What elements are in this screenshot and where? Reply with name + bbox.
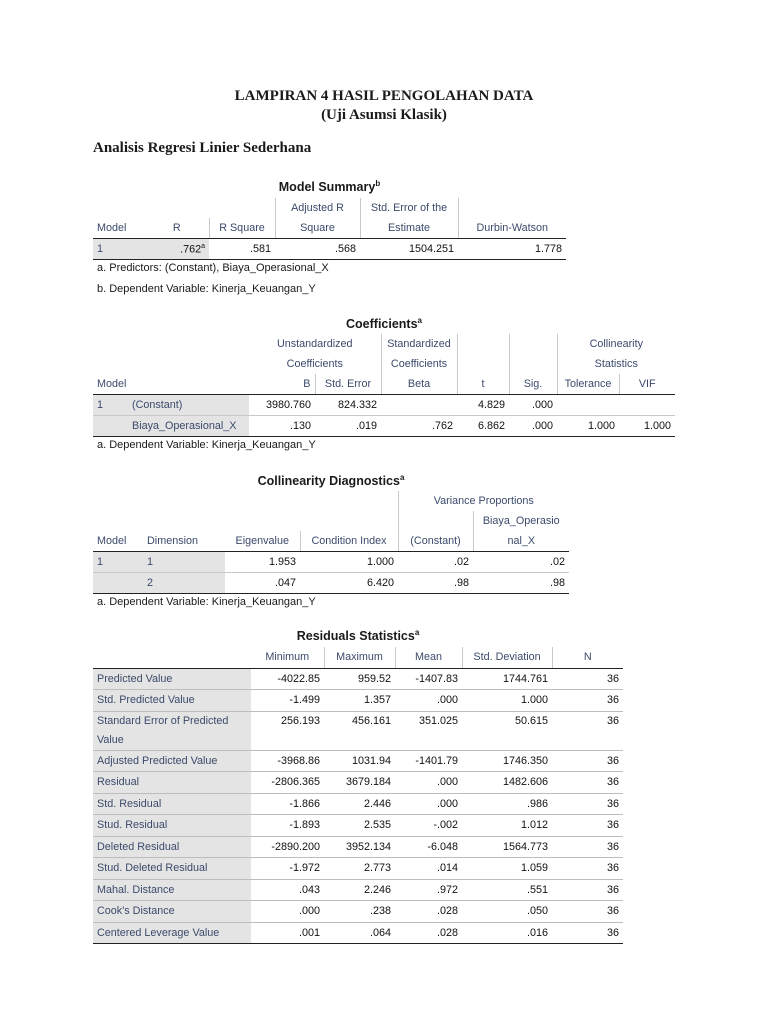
ms-header-se-1: Std. Error of the xyxy=(360,198,458,218)
rs-row-label: Standard Error of Predicted Value xyxy=(93,711,251,750)
table-row xyxy=(93,901,623,923)
ms-cell-r-square: .581 xyxy=(209,239,275,260)
co-header-col-2: Statistics xyxy=(557,354,675,374)
model-summary-table xyxy=(93,198,566,260)
rs-cell-n: 36 xyxy=(552,690,623,712)
co-cell-b: .130 xyxy=(249,416,315,437)
rs-cell-mean: -6.048 xyxy=(395,836,462,858)
rs-row-label: Mahal. Distance xyxy=(93,879,251,901)
residuals-title: Residuals Statistics$^a$ xyxy=(296,628,420,644)
residuals-table xyxy=(93,647,623,944)
co-header-tol: Tolerance xyxy=(557,374,619,395)
rs-cell-sd: .551 xyxy=(462,879,552,901)
cd-header-biaya-1: Biaya_Operasio xyxy=(473,511,569,531)
rs-cell-sd: 1482.606 xyxy=(462,772,552,794)
rs-cell-mean: .014 xyxy=(395,858,462,880)
rs-cell-min: -1.866 xyxy=(251,793,324,815)
rs-cell-n: 36 xyxy=(552,922,623,944)
cd-header-vp: Variance Proportions xyxy=(398,491,569,511)
model-summary-title: Model Summary$^b$ xyxy=(278,179,381,195)
cd-header-biaya-2: nal_X xyxy=(473,531,569,552)
rs-cell-sd: 1564.773 xyxy=(462,836,552,858)
co-cell-b: 3980.760 xyxy=(249,395,315,416)
rs-cell-mean: -.002 xyxy=(395,815,462,837)
rs-cell-max: 3679.184 xyxy=(324,772,395,794)
ms-header-adj-1: Adjusted R xyxy=(275,198,360,218)
rs-cell-sd: 1.059 xyxy=(462,858,552,880)
rs-cell-n: 36 xyxy=(552,836,623,858)
document-title: LAMPIRAN 4 HASIL PENGOLAHAN DATA xyxy=(234,88,534,104)
rs-cell-min: -4022.85 xyxy=(251,668,324,690)
table-row xyxy=(93,815,623,837)
rs-cell-mean: .000 xyxy=(395,772,462,794)
section-heading: Analisis Regresi Linier Sederhana xyxy=(93,140,312,156)
cd-cell-model: 1 xyxy=(93,552,143,573)
cd-cell-eigen: .047 xyxy=(225,573,300,594)
ms-cell-r: .762$^a$ xyxy=(145,239,209,260)
co-header-col-1: Collinearity xyxy=(557,334,675,354)
rs-cell-n: 36 xyxy=(552,858,623,880)
table-row xyxy=(93,772,623,794)
rs-row-label: Adjusted Predicted Value xyxy=(93,750,251,772)
cd-header-dimension: Dimension xyxy=(143,531,225,552)
rs-cell-max: 959.52 xyxy=(324,668,395,690)
cd-cell-model xyxy=(93,573,143,594)
rs-cell-max: .064 xyxy=(324,922,395,944)
co-header-unstd-1: Unstandardized xyxy=(276,338,353,350)
cd-header-model: Model xyxy=(93,531,143,552)
document-subtitle: (Uji Asumsi Klasik) xyxy=(321,107,447,123)
co-cell-name: Biaya_Operasional_X xyxy=(128,416,249,437)
cd-cell-biaya: .02 xyxy=(473,552,569,573)
rs-header-mean: Mean xyxy=(395,647,462,668)
co-cell-beta xyxy=(381,395,457,416)
ms-cell-dw: 1.778 xyxy=(458,239,566,260)
rs-header-min: Minimum xyxy=(251,647,324,668)
ms-header-dw: Durbin-Watson xyxy=(458,218,566,239)
rs-cell-mean: .000 xyxy=(395,793,462,815)
rs-row-label: Std. Predicted Value xyxy=(93,690,251,712)
rs-cell-n: 36 xyxy=(552,793,623,815)
table-row xyxy=(93,711,623,750)
rs-cell-mean: .972 xyxy=(395,879,462,901)
table-row xyxy=(93,668,623,690)
co-header-model: Model xyxy=(93,374,249,395)
rs-cell-sd: .050 xyxy=(462,901,552,923)
ms-cell-se: 1504.251 xyxy=(360,239,458,260)
cd-note: a. Dependent Variable: Kinerja_Keuangan_Y xyxy=(97,596,316,608)
cd-header-cond: Condition Index xyxy=(300,531,398,552)
cd-cell-biaya: .98 xyxy=(473,573,569,594)
rs-cell-mean: -1401.79 xyxy=(395,750,462,772)
rs-cell-max: 2.535 xyxy=(324,815,395,837)
rs-row-label: Cook's Distance xyxy=(93,901,251,923)
co-cell-vif xyxy=(619,395,675,416)
rs-cell-max: 456.161 xyxy=(324,711,395,750)
rs-row-label: Predicted Value xyxy=(93,668,251,690)
cd-cell-cond: 1.000 xyxy=(300,552,398,573)
ms-note-a: a. Predictors: (Constant), Biaya_Operasional_X xyxy=(97,262,329,274)
rs-cell-min: -1.893 xyxy=(251,815,324,837)
cd-cell-cond: 6.420 xyxy=(300,573,398,594)
rs-cell-min: 256.193 xyxy=(251,711,324,750)
co-cell-tol xyxy=(557,395,619,416)
rs-cell-mean: .000 xyxy=(395,690,462,712)
cd-cell-dim: 1 xyxy=(143,552,225,573)
table-row xyxy=(93,922,623,944)
rs-cell-max: .238 xyxy=(324,901,395,923)
collinearity-title: Collinearity Diagnostics$^a$ xyxy=(257,473,405,489)
cd-cell-eigen: 1.953 xyxy=(225,552,300,573)
rs-cell-n: 36 xyxy=(552,668,623,690)
co-cell-model: 1 xyxy=(93,395,128,416)
rs-header-n: N xyxy=(552,647,623,668)
rs-cell-min: .043 xyxy=(251,879,324,901)
rs-cell-n: 36 xyxy=(552,711,623,750)
co-cell-se: 824.332 xyxy=(315,395,381,416)
co-header-sig: Sig. xyxy=(509,374,557,395)
table-row xyxy=(93,858,623,880)
rs-cell-min: -1.972 xyxy=(251,858,324,880)
table-row xyxy=(93,879,623,901)
rs-cell-sd: 1.012 xyxy=(462,815,552,837)
rs-header-sd: Std. Deviation xyxy=(462,647,552,668)
co-cell-t: 6.862 xyxy=(457,416,509,437)
ms-cell-model: 1 xyxy=(93,239,145,260)
ms-cell-adj: .568 xyxy=(275,239,360,260)
rs-row-label: Std. Residual xyxy=(93,793,251,815)
rs-cell-max: 3952.134 xyxy=(324,836,395,858)
cd-cell-const: .02 xyxy=(398,552,473,573)
co-cell-vif: 1.000 xyxy=(619,416,675,437)
rs-cell-max: 2.446 xyxy=(324,793,395,815)
co-cell-tol: 1.000 xyxy=(557,416,619,437)
rs-cell-mean: .028 xyxy=(395,922,462,944)
rs-cell-min: -1.499 xyxy=(251,690,324,712)
rs-cell-mean: -1407.83 xyxy=(395,668,462,690)
cd-cell-dim: 2 xyxy=(143,573,225,594)
rs-cell-n: 36 xyxy=(552,879,623,901)
ms-header-r-square: R Square xyxy=(209,218,275,239)
rs-cell-sd: 50.615 xyxy=(462,711,552,750)
rs-cell-min: .001 xyxy=(251,922,324,944)
rs-row-label: Deleted Residual xyxy=(93,836,251,858)
coefficients-title: Coefficients$^a$ xyxy=(346,316,422,332)
collinearity-table xyxy=(93,491,569,594)
ms-header-r: R xyxy=(145,218,209,239)
co-header-std-1: Standardized xyxy=(381,334,457,354)
cd-header-eigen: Eigenvalue xyxy=(225,531,300,552)
rs-row-label: Residual xyxy=(93,772,251,794)
rs-cell-max: 1.357 xyxy=(324,690,395,712)
rs-cell-n: 36 xyxy=(552,750,623,772)
rs-cell-sd: 1744.761 xyxy=(462,668,552,690)
co-header-vif: VIF xyxy=(619,374,675,395)
co-cell-model xyxy=(93,416,128,437)
co-header-std-2: Coefficients xyxy=(381,354,457,374)
ms-header-adj-2: Square xyxy=(275,218,360,239)
rs-cell-max: 1031.94 xyxy=(324,750,395,772)
co-header-unstd-2: Coefficients xyxy=(286,358,343,370)
co-cell-sig: .000 xyxy=(509,416,557,437)
co-cell-beta: .762 xyxy=(381,416,457,437)
co-header-beta: Beta xyxy=(381,374,457,395)
co-header-t: t xyxy=(457,374,509,395)
rs-row-label: Stud. Residual xyxy=(93,815,251,837)
rs-cell-max: 2.246 xyxy=(324,879,395,901)
co-cell-name: (Constant) xyxy=(128,395,249,416)
table-row xyxy=(93,690,623,712)
rs-cell-sd: .016 xyxy=(462,922,552,944)
co-cell-t: 4.829 xyxy=(457,395,509,416)
cd-cell-const: .98 xyxy=(398,573,473,594)
rs-cell-min: -2890.200 xyxy=(251,836,324,858)
rs-cell-max: 2.773 xyxy=(324,858,395,880)
co-cell-se: .019 xyxy=(315,416,381,437)
rs-cell-min: -2806.365 xyxy=(251,772,324,794)
rs-cell-n: 36 xyxy=(552,901,623,923)
rs-cell-sd: 1.000 xyxy=(462,690,552,712)
rs-cell-min: .000 xyxy=(251,901,324,923)
co-header-se: Std. Error xyxy=(315,374,381,395)
rs-cell-n: 36 xyxy=(552,772,623,794)
rs-row-label: Stud. Deleted Residual xyxy=(93,858,251,880)
co-note: a. Dependent Variable: Kinerja_Keuangan_Y xyxy=(97,439,316,451)
rs-cell-mean: 351.025 xyxy=(395,711,462,750)
rs-row-label: Centered Leverage Value xyxy=(93,922,251,944)
table-row xyxy=(93,793,623,815)
rs-cell-min: -3968.86 xyxy=(251,750,324,772)
table-row xyxy=(93,836,623,858)
cd-header-const: (Constant) xyxy=(398,531,473,552)
rs-cell-sd: .986 xyxy=(462,793,552,815)
ms-header-se-2: Estimate xyxy=(360,218,458,239)
table-row xyxy=(93,750,623,772)
co-cell-sig: .000 xyxy=(509,395,557,416)
co-header-b: B xyxy=(249,374,315,395)
rs-cell-n: 36 xyxy=(552,815,623,837)
ms-header-model: Model xyxy=(93,218,145,239)
rs-header-max: Maximum xyxy=(324,647,395,668)
rs-cell-mean: .028 xyxy=(395,901,462,923)
coefficients-table xyxy=(93,334,675,437)
rs-cell-sd: 1746.350 xyxy=(462,750,552,772)
ms-note-b: b. Dependent Variable: Kinerja_Keuangan_Y xyxy=(97,283,316,295)
